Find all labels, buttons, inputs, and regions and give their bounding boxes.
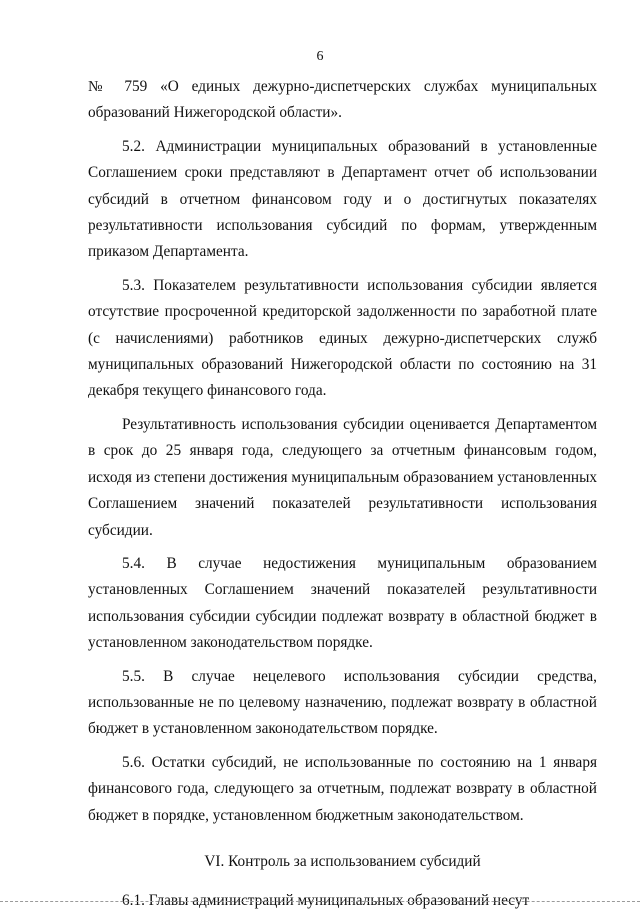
scan-edge-line (0, 901, 640, 902)
paragraph-order-reference: № 759 «О единых дежурно-диспетчерских службах муниципальных образований Нижегородской области». (88, 78, 597, 122)
paragraph-5-5: 5.5. В случае нецелевого использования субсидии средства, использованные не по целевому назначению, подлежат возврату в областной бюджет в установленном законодательством порядке. (88, 667, 597, 738)
document-body (88, 74, 597, 922)
paragraph-5-2: 5.2. Администрации муниципальных образований в установленные Соглашением сроки представляют в Департамент отчет об использовании субсидий в отчетном финансовом году и о достигнутых показателях результативности использования субсидий по формам, утвержденным приказом Департамента. (88, 137, 597, 261)
page-number: 6 (316, 49, 324, 64)
section-heading-vi: VI. Контроль за использованием субсидий (204, 852, 481, 870)
paragraph-effectiveness-assessment: Результативность использования субсидии оценивается Департаментом в срок до 25 января года, следующего за отчетным финансовым годом, исходя из степени достижения муниципальным образованием установленных Соглашением значений показателей результативности использования субсидии. (88, 415, 597, 539)
paragraph-5-3: 5.3. Показателем результативности использования субсидии является отсутствие просроченной кредиторской задолженности по заработной плате (с начислениями) работников единых дежурно-диспетчерских служб муниципальных образований Нижегородской области по состоянию на 31 декабря текущего финансового года. (88, 276, 597, 400)
paragraph-5-4: 5.4. В случае недостижения муниципальным образованием установленных Соглашением значений показателей результативности использования субсидии субсидии подлежат возврату в областной бюджет в установленном законодательством порядке. (88, 554, 597, 652)
paragraph-5-6: 5.6. Остатки субсидий, не использованные по состоянию на 1 января финансового года, следующего за отчетным, подлежат возврату в областной бюджет в порядке, установленном бюджетным законодательством. (88, 753, 597, 824)
paragraph-6-1: 6.1. Главы администраций муниципальных образований несут (122, 892, 530, 910)
